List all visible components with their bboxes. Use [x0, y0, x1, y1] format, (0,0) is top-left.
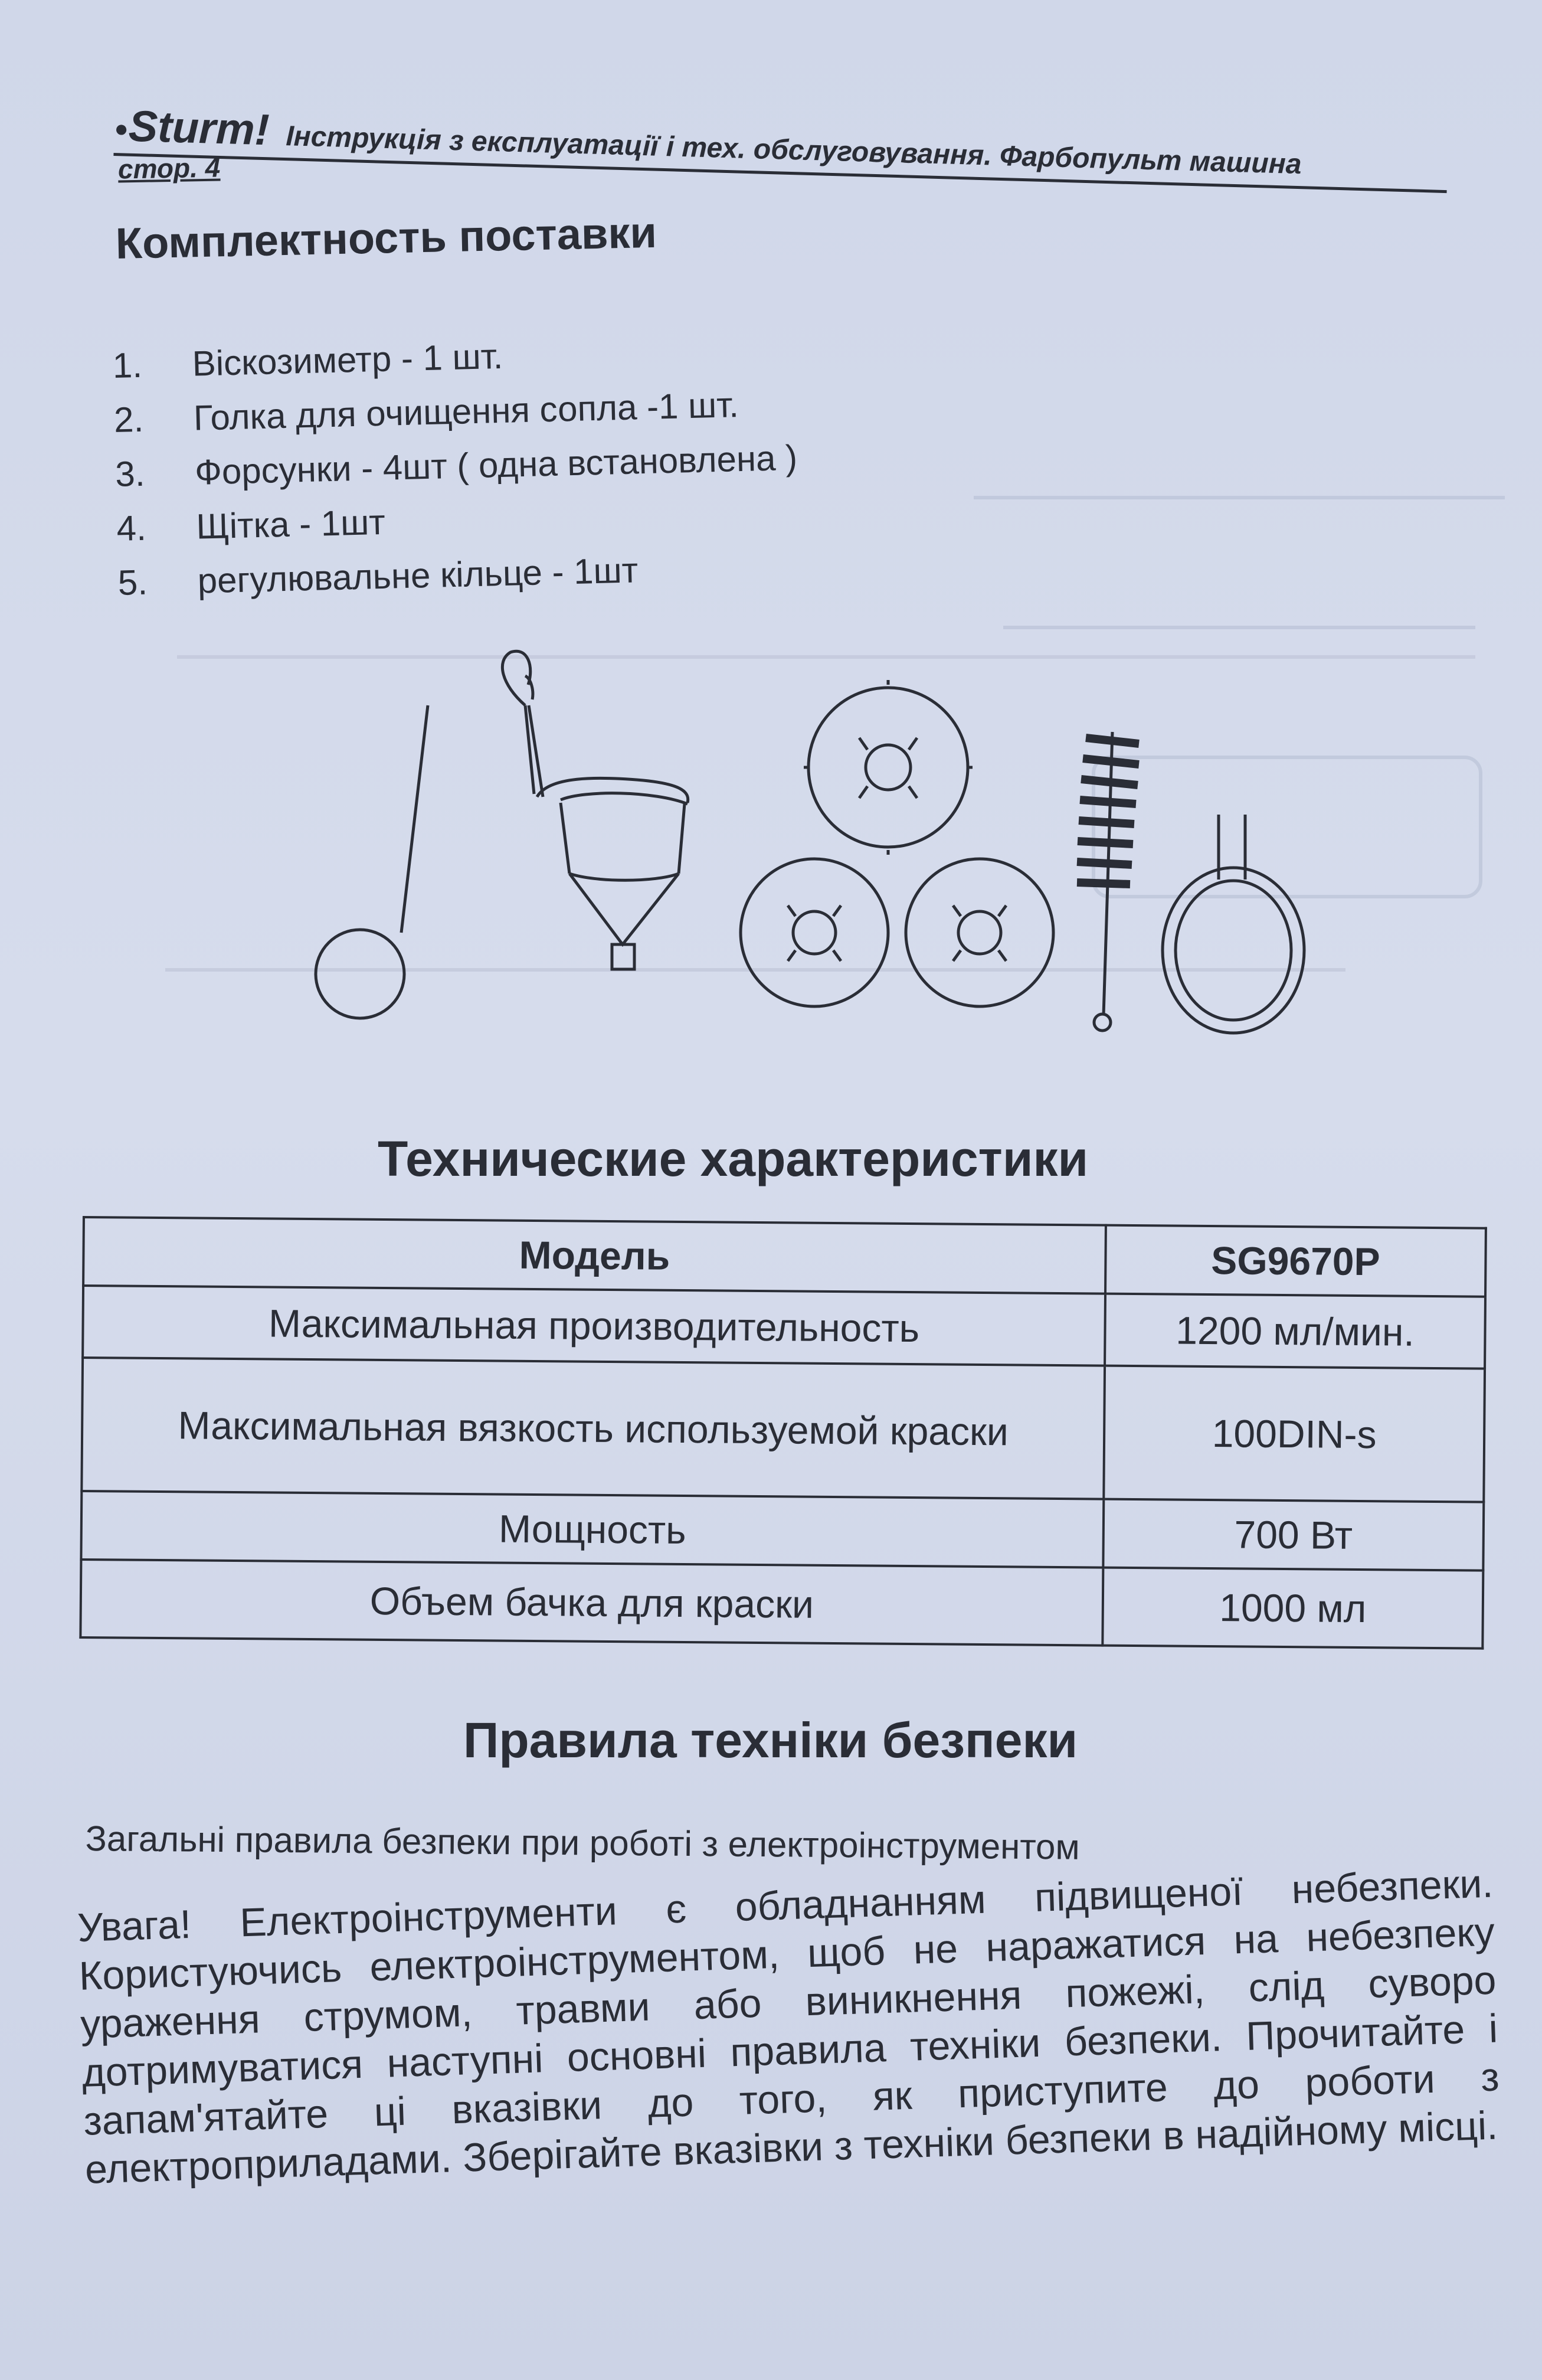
table-row — [83, 1217, 1486, 1297]
table-row — [81, 1491, 1484, 1571]
show-through-text — [1003, 590, 1475, 629]
table-row — [81, 1358, 1485, 1502]
show-through-text — [974, 460, 1505, 499]
kit-list — [112, 329, 801, 617]
list-item: 5. регулювальне кільце - 1шт — [117, 550, 639, 603]
safety-title: Правила техніки безпеки — [463, 1712, 1078, 1768]
safety-subtitle: Загальні правила безпеки при роботі з електроінструментом — [85, 1819, 1081, 1867]
safety-warning-text: Увага! Електроінструменти є обладнанням підвищеної небезпеки. Користуючись електроінструментом, щоб не наражатися на небезпеку ураження струмом, травми або виникнення пожежі, слід суворо дотримуватися наступні основні правила техніки безпеки. Прочитайте і запам'ятайте ці вказівки до того, як приступите до роботи з електроприладами. Зберігайте вказівки з техніки безпеки в надійному місці. — [77, 1861, 1500, 2192]
list-item: 4. Щітка - 1шт — [116, 502, 386, 548]
spec-table — [79, 1216, 1487, 1650]
nozzle-icon — [741, 859, 888, 1006]
list-item: 2. Голка для очищення сопла -1 шт. — [113, 385, 739, 440]
page-number: стор. 4 — [117, 152, 221, 185]
list-item: 3. Форсунки - 4шт ( одна встановлена ) — [114, 437, 798, 494]
table-row — [80, 1560, 1483, 1649]
spec-value: 1000 мл — [1102, 1568, 1483, 1649]
adjustment-ring-icon — [1163, 815, 1304, 1033]
tech-title: Технические характеристики — [378, 1131, 1089, 1186]
viscosimeter-icon — [502, 651, 687, 969]
header-title: Інструкція з експлуатації і тех. обслуговування. Фарбопульт машина — [285, 120, 1302, 181]
kit-title: Комплектность поставки — [115, 207, 657, 268]
spec-value: 700 Вт — [1103, 1499, 1484, 1571]
nozzle-icon — [906, 859, 1053, 1006]
spec-label: Максимальная вязкость используемой краски — [81, 1358, 1105, 1499]
spec-label: Максимальная производительность — [83, 1286, 1105, 1366]
list-item: 1. Віскозиметр - 1 шт. — [112, 336, 503, 385]
spec-value: SG9670P — [1105, 1225, 1486, 1297]
page-header — [113, 100, 1448, 193]
cleaning-needle-icon — [316, 705, 428, 1018]
spec-value: 100DIN-s — [1104, 1366, 1485, 1502]
kit-illustrations — [301, 649, 1340, 1051]
nozzle-icon — [804, 680, 973, 855]
spec-value: 1200 мл/мин. — [1105, 1294, 1485, 1369]
brush-icon — [1077, 732, 1139, 1031]
spec-label: Мощность — [81, 1491, 1104, 1568]
brand-logo: ●Sturm! — [114, 101, 270, 155]
table-row — [83, 1286, 1485, 1369]
spec-label: Объем бачка для краски — [80, 1560, 1103, 1646]
spec-label: Модель — [83, 1217, 1106, 1294]
